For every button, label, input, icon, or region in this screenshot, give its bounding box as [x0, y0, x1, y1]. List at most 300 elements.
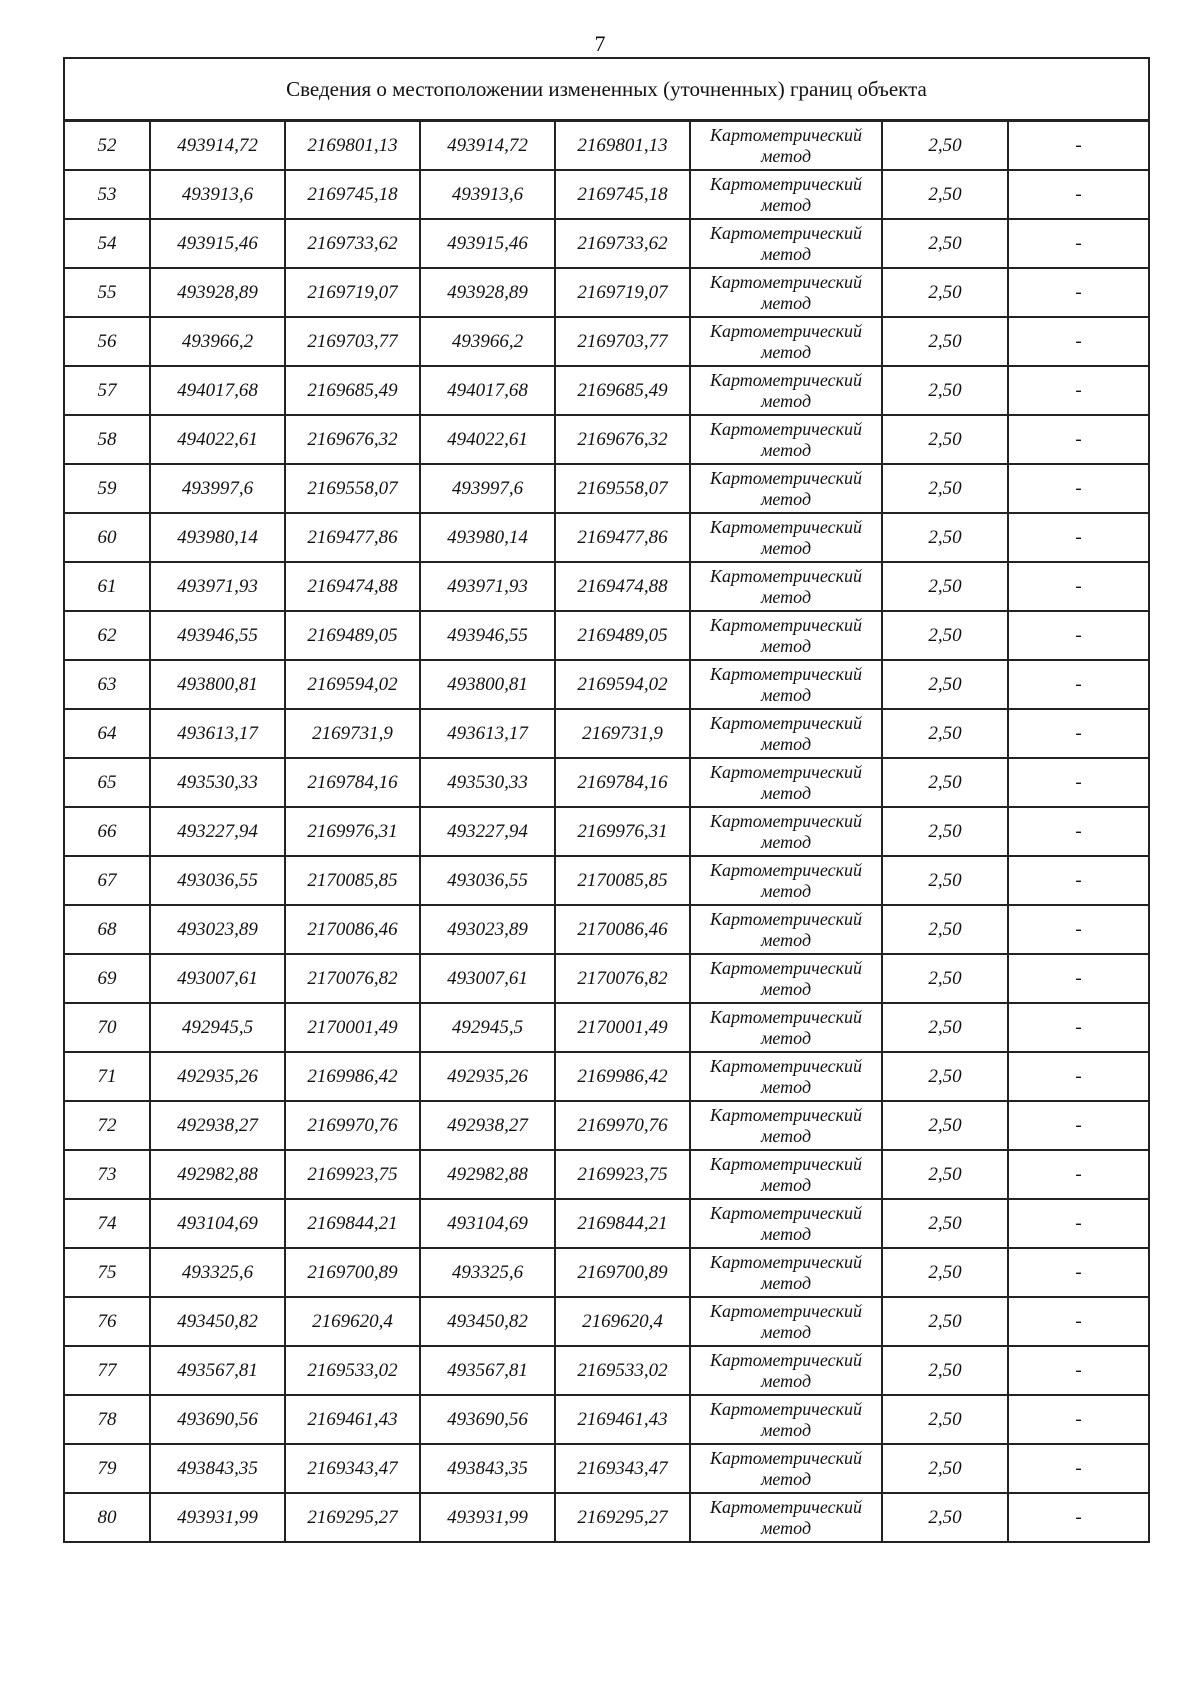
point-number-cell: 59 — [64, 464, 150, 513]
note-cell: - — [1008, 1248, 1149, 1297]
method-line-2: метод — [760, 831, 812, 852]
refined-x-cell: 493971,93 — [420, 562, 555, 611]
method-cell — [690, 709, 882, 758]
existing-y-cell: 2169594,02 — [285, 660, 420, 709]
existing-y-cell: 2170001,49 — [285, 1003, 420, 1052]
refined-x-cell: 493928,89 — [420, 268, 555, 317]
refined-x-cell: 493036,55 — [420, 856, 555, 905]
table-row — [64, 268, 1149, 317]
point-number-cell: 80 — [64, 1493, 150, 1542]
refined-y-cell: 2169784,16 — [555, 758, 690, 807]
refined-x-cell: 493966,2 — [420, 317, 555, 366]
existing-x-cell: 493966,2 — [150, 317, 285, 366]
method-line-1: Картометрический — [709, 614, 862, 635]
existing-x-cell: 493036,55 — [150, 856, 285, 905]
method-cell — [690, 1346, 882, 1395]
existing-x-cell: 493613,17 — [150, 709, 285, 758]
refined-x-cell: 493914,72 — [420, 121, 555, 171]
point-number-cell: 61 — [64, 562, 150, 611]
point-number-cell: 53 — [64, 170, 150, 219]
method-line-2: метод — [760, 243, 812, 264]
point-number-cell: 72 — [64, 1101, 150, 1150]
method-cell — [690, 1052, 882, 1101]
existing-y-cell: 2169685,49 — [285, 366, 420, 415]
accuracy-cell: 2,50 — [882, 513, 1008, 562]
refined-y-cell: 2169474,88 — [555, 562, 690, 611]
existing-x-cell: 494017,68 — [150, 366, 285, 415]
refined-y-cell: 2169703,77 — [555, 317, 690, 366]
point-number-cell: 60 — [64, 513, 150, 562]
table-row — [64, 1003, 1149, 1052]
existing-x-cell: 493928,89 — [150, 268, 285, 317]
refined-x-cell: 493007,61 — [420, 954, 555, 1003]
method-line-2: метод — [760, 1370, 812, 1391]
refined-y-cell: 2169489,05 — [555, 611, 690, 660]
existing-y-cell: 2169976,31 — [285, 807, 420, 856]
method-line-1: Картометрический — [709, 957, 862, 978]
point-number-cell: 69 — [64, 954, 150, 1003]
existing-y-cell: 2169801,13 — [285, 121, 420, 171]
method-line-2: метод — [760, 1321, 812, 1342]
accuracy-cell: 2,50 — [882, 1395, 1008, 1444]
refined-x-cell: 493997,6 — [420, 464, 555, 513]
method-line-1: Картометрический — [709, 1006, 862, 1027]
existing-y-cell: 2169533,02 — [285, 1346, 420, 1395]
refined-y-cell: 2169461,43 — [555, 1395, 690, 1444]
point-number-cell: 62 — [64, 611, 150, 660]
method-line-2: метод — [760, 978, 812, 999]
refined-x-cell: 493450,82 — [420, 1297, 555, 1346]
method-line-1: Картометрический — [709, 320, 862, 341]
table-row — [64, 1248, 1149, 1297]
accuracy-cell: 2,50 — [882, 415, 1008, 464]
point-number-cell: 63 — [64, 660, 150, 709]
page-number: 7 — [594, 31, 606, 56]
method-line-1: Картометрический — [709, 565, 862, 586]
method-line-2: метод — [760, 733, 812, 754]
existing-y-cell: 2169784,16 — [285, 758, 420, 807]
note-cell: - — [1008, 562, 1149, 611]
method-line-2: метод — [760, 1125, 812, 1146]
accuracy-cell: 2,50 — [882, 366, 1008, 415]
table-row — [64, 856, 1149, 905]
existing-x-cell: 493980,14 — [150, 513, 285, 562]
method-line-1: Картометрический — [709, 663, 862, 684]
method-line-2: метод — [760, 1517, 812, 1538]
table-row — [64, 464, 1149, 513]
method-cell — [690, 660, 882, 709]
refined-x-cell: 493227,94 — [420, 807, 555, 856]
refined-x-cell: 493800,81 — [420, 660, 555, 709]
existing-y-cell: 2169620,4 — [285, 1297, 420, 1346]
refined-y-cell: 2170076,82 — [555, 954, 690, 1003]
method-line-2: метод — [760, 390, 812, 411]
method-line-2: метод — [760, 782, 812, 803]
existing-y-cell: 2169844,21 — [285, 1199, 420, 1248]
existing-y-cell: 2169731,9 — [285, 709, 420, 758]
existing-x-cell: 493104,69 — [150, 1199, 285, 1248]
method-line-1: Картометрический — [709, 418, 862, 439]
existing-y-cell: 2169923,75 — [285, 1150, 420, 1199]
existing-y-cell: 2170085,85 — [285, 856, 420, 905]
existing-x-cell: 493914,72 — [150, 121, 285, 171]
note-cell: - — [1008, 464, 1149, 513]
existing-x-cell: 493530,33 — [150, 758, 285, 807]
point-number-cell: 54 — [64, 219, 150, 268]
method-line-2: метод — [760, 1223, 812, 1244]
existing-x-cell: 493971,93 — [150, 562, 285, 611]
note-cell: - — [1008, 807, 1149, 856]
method-cell — [690, 317, 882, 366]
accuracy-cell: 2,50 — [882, 1444, 1008, 1493]
note-cell: - — [1008, 611, 1149, 660]
method-line-2: метод — [760, 929, 812, 950]
table-row — [64, 1297, 1149, 1346]
existing-x-cell: 492945,5 — [150, 1003, 285, 1052]
method-cell — [690, 807, 882, 856]
point-number-cell: 55 — [64, 268, 150, 317]
refined-x-cell: 493023,89 — [420, 905, 555, 954]
point-number-cell: 71 — [64, 1052, 150, 1101]
note-cell: - — [1008, 415, 1149, 464]
note-cell: - — [1008, 856, 1149, 905]
method-line-1: Картометрический — [709, 1104, 862, 1125]
table-title-row — [64, 58, 1149, 121]
note-cell: - — [1008, 1052, 1149, 1101]
table-row — [64, 170, 1149, 219]
method-cell — [690, 562, 882, 611]
refined-y-cell: 2169976,31 — [555, 807, 690, 856]
method-line-1: Картометрический — [709, 1202, 862, 1223]
point-number-cell: 70 — [64, 1003, 150, 1052]
point-number-cell: 58 — [64, 415, 150, 464]
refined-x-cell: 493690,56 — [420, 1395, 555, 1444]
method-cell — [690, 1199, 882, 1248]
accuracy-cell: 2,50 — [882, 807, 1008, 856]
method-line-1: Картометрический — [709, 761, 862, 782]
note-cell: - — [1008, 1199, 1149, 1248]
refined-y-cell: 2169986,42 — [555, 1052, 690, 1101]
refined-y-cell: 2169343,47 — [555, 1444, 690, 1493]
existing-x-cell: 493915,46 — [150, 219, 285, 268]
point-number-cell: 68 — [64, 905, 150, 954]
method-cell — [690, 1003, 882, 1052]
existing-y-cell: 2170086,46 — [285, 905, 420, 954]
accuracy-cell: 2,50 — [882, 856, 1008, 905]
method-line-2: метод — [760, 635, 812, 656]
existing-x-cell: 493843,35 — [150, 1444, 285, 1493]
existing-x-cell: 493800,81 — [150, 660, 285, 709]
accuracy-cell: 2,50 — [882, 660, 1008, 709]
method-line-1: Картометрический — [709, 1251, 862, 1272]
table-row — [64, 1150, 1149, 1199]
accuracy-cell: 2,50 — [882, 170, 1008, 219]
refined-y-cell: 2169719,07 — [555, 268, 690, 317]
point-number-cell: 65 — [64, 758, 150, 807]
note-cell: - — [1008, 1297, 1149, 1346]
existing-x-cell: 493007,61 — [150, 954, 285, 1003]
method-line-2: метод — [760, 439, 812, 460]
method-line-1: Картометрический — [709, 712, 862, 733]
refined-y-cell: 2169733,62 — [555, 219, 690, 268]
existing-x-cell: 493023,89 — [150, 905, 285, 954]
existing-y-cell: 2169733,62 — [285, 219, 420, 268]
refined-y-cell: 2170086,46 — [555, 905, 690, 954]
method-cell — [690, 856, 882, 905]
existing-y-cell: 2169477,86 — [285, 513, 420, 562]
method-line-2: метод — [760, 1076, 812, 1097]
existing-x-cell: 493997,6 — [150, 464, 285, 513]
accuracy-cell: 2,50 — [882, 1150, 1008, 1199]
accuracy-cell: 2,50 — [882, 464, 1008, 513]
refined-x-cell: 492935,26 — [420, 1052, 555, 1101]
method-cell — [690, 366, 882, 415]
method-cell — [690, 1150, 882, 1199]
point-number-cell: 79 — [64, 1444, 150, 1493]
method-cell — [690, 1493, 882, 1542]
existing-y-cell: 2170076,82 — [285, 954, 420, 1003]
existing-x-cell: 494022,61 — [150, 415, 285, 464]
note-cell: - — [1008, 121, 1149, 171]
refined-x-cell: 493613,17 — [420, 709, 555, 758]
accuracy-cell: 2,50 — [882, 954, 1008, 1003]
method-cell — [690, 268, 882, 317]
note-cell: - — [1008, 1346, 1149, 1395]
refined-x-cell: 492982,88 — [420, 1150, 555, 1199]
existing-x-cell: 493690,56 — [150, 1395, 285, 1444]
method-line-1: Картометрический — [709, 173, 862, 194]
refined-x-cell: 494022,61 — [420, 415, 555, 464]
table-row — [64, 219, 1149, 268]
method-line-1: Картометрический — [709, 859, 862, 880]
note-cell: - — [1008, 905, 1149, 954]
refined-y-cell: 2169731,9 — [555, 709, 690, 758]
existing-x-cell: 493325,6 — [150, 1248, 285, 1297]
table-row — [64, 415, 1149, 464]
table-row — [64, 611, 1149, 660]
method-line-2: метод — [760, 1027, 812, 1048]
refined-y-cell: 2169700,89 — [555, 1248, 690, 1297]
method-line-2: метод — [760, 1468, 812, 1489]
note-cell: - — [1008, 170, 1149, 219]
table-row — [64, 121, 1149, 171]
point-number-cell: 52 — [64, 121, 150, 171]
refined-x-cell: 492945,5 — [420, 1003, 555, 1052]
existing-y-cell: 2169489,05 — [285, 611, 420, 660]
existing-y-cell: 2169676,32 — [285, 415, 420, 464]
boundary-coordinates-table — [63, 57, 1150, 1543]
accuracy-cell: 2,50 — [882, 758, 1008, 807]
accuracy-cell: 2,50 — [882, 1101, 1008, 1150]
note-cell: - — [1008, 660, 1149, 709]
note-cell: - — [1008, 954, 1149, 1003]
refined-y-cell: 2169970,76 — [555, 1101, 690, 1150]
method-line-1: Картометрический — [709, 516, 862, 537]
table-row — [64, 758, 1149, 807]
note-cell: - — [1008, 317, 1149, 366]
existing-x-cell: 493931,99 — [150, 1493, 285, 1542]
accuracy-cell: 2,50 — [882, 1346, 1008, 1395]
existing-y-cell: 2169461,43 — [285, 1395, 420, 1444]
refined-x-cell: 493325,6 — [420, 1248, 555, 1297]
method-cell — [690, 170, 882, 219]
refined-x-cell: 493980,14 — [420, 513, 555, 562]
method-line-2: метод — [760, 292, 812, 313]
accuracy-cell: 2,50 — [882, 121, 1008, 171]
existing-y-cell: 2169703,77 — [285, 317, 420, 366]
existing-y-cell: 2169295,27 — [285, 1493, 420, 1542]
method-line-1: Картометрический — [709, 1153, 862, 1174]
existing-x-cell: 492938,27 — [150, 1101, 285, 1150]
method-line-1: Картометрический — [709, 1300, 862, 1321]
refined-y-cell: 2169685,49 — [555, 366, 690, 415]
refined-x-cell: 494017,68 — [420, 366, 555, 415]
method-line-1: Картометрический — [709, 222, 862, 243]
existing-y-cell: 2169986,42 — [285, 1052, 420, 1101]
table-row — [64, 1199, 1149, 1248]
method-cell — [690, 415, 882, 464]
method-line-2: метод — [760, 1174, 812, 1195]
refined-y-cell: 2169594,02 — [555, 660, 690, 709]
refined-x-cell: 493567,81 — [420, 1346, 555, 1395]
method-line-1: Картометрический — [709, 1349, 862, 1370]
accuracy-cell: 2,50 — [882, 1297, 1008, 1346]
note-cell: - — [1008, 513, 1149, 562]
table-row — [64, 366, 1149, 415]
refined-x-cell: 493530,33 — [420, 758, 555, 807]
note-cell: - — [1008, 219, 1149, 268]
existing-y-cell: 2169970,76 — [285, 1101, 420, 1150]
method-line-1: Картометрический — [709, 1447, 862, 1468]
table-row — [64, 807, 1149, 856]
method-cell — [690, 464, 882, 513]
existing-x-cell: 493227,94 — [150, 807, 285, 856]
method-cell — [690, 1248, 882, 1297]
method-cell — [690, 513, 882, 562]
point-number-cell: 77 — [64, 1346, 150, 1395]
accuracy-cell: 2,50 — [882, 709, 1008, 758]
accuracy-cell: 2,50 — [882, 1248, 1008, 1297]
note-cell: - — [1008, 1493, 1149, 1542]
note-cell: - — [1008, 758, 1149, 807]
point-number-cell: 57 — [64, 366, 150, 415]
refined-x-cell: 493915,46 — [420, 219, 555, 268]
method-line-1: Картометрический — [709, 124, 862, 145]
method-line-2: метод — [760, 880, 812, 901]
method-line-1: Картометрический — [709, 1496, 862, 1517]
table-row — [64, 1052, 1149, 1101]
accuracy-cell: 2,50 — [882, 905, 1008, 954]
existing-x-cell: 492935,26 — [150, 1052, 285, 1101]
existing-x-cell: 493946,55 — [150, 611, 285, 660]
refined-x-cell: 493931,99 — [420, 1493, 555, 1542]
method-line-1: Картометрический — [709, 908, 862, 929]
table-row — [64, 709, 1149, 758]
point-number-cell: 73 — [64, 1150, 150, 1199]
table-title: Сведения о местоположении измененных (уточненных) границ объекта — [64, 58, 1149, 121]
refined-y-cell: 2169844,21 — [555, 1199, 690, 1248]
table-row — [64, 954, 1149, 1003]
method-cell — [690, 219, 882, 268]
note-cell: - — [1008, 1101, 1149, 1150]
method-cell — [690, 1297, 882, 1346]
point-number-cell: 74 — [64, 1199, 150, 1248]
method-line-2: метод — [760, 537, 812, 558]
table-row — [64, 1395, 1149, 1444]
refined-y-cell: 2170085,85 — [555, 856, 690, 905]
table-row — [64, 905, 1149, 954]
method-cell — [690, 1444, 882, 1493]
method-line-1: Картометрический — [709, 810, 862, 831]
table-row — [64, 1346, 1149, 1395]
refined-y-cell: 2169923,75 — [555, 1150, 690, 1199]
point-number-cell: 64 — [64, 709, 150, 758]
method-cell — [690, 905, 882, 954]
accuracy-cell: 2,50 — [882, 1003, 1008, 1052]
note-cell: - — [1008, 1444, 1149, 1493]
method-line-2: метод — [760, 341, 812, 362]
refined-y-cell: 2169533,02 — [555, 1346, 690, 1395]
table-row — [64, 1493, 1149, 1542]
accuracy-cell: 2,50 — [882, 1052, 1008, 1101]
method-cell — [690, 954, 882, 1003]
existing-x-cell: 493913,6 — [150, 170, 285, 219]
method-line-1: Картометрический — [709, 1398, 862, 1419]
point-number-cell: 56 — [64, 317, 150, 366]
point-number-cell: 76 — [64, 1297, 150, 1346]
method-line-2: метод — [760, 586, 812, 607]
refined-y-cell: 2169558,07 — [555, 464, 690, 513]
refined-y-cell: 2169676,32 — [555, 415, 690, 464]
existing-y-cell: 2169700,89 — [285, 1248, 420, 1297]
method-line-1: Картометрический — [709, 467, 862, 488]
method-line-2: метод — [760, 488, 812, 509]
note-cell: - — [1008, 268, 1149, 317]
table-row — [64, 562, 1149, 611]
method-line-2: метод — [760, 1272, 812, 1293]
method-line-2: метод — [760, 1419, 812, 1440]
method-cell — [690, 1395, 882, 1444]
note-cell: - — [1008, 709, 1149, 758]
accuracy-cell: 2,50 — [882, 317, 1008, 366]
refined-y-cell: 2169745,18 — [555, 170, 690, 219]
note-cell: - — [1008, 1150, 1149, 1199]
accuracy-cell: 2,50 — [882, 268, 1008, 317]
method-line-2: метод — [760, 684, 812, 705]
refined-x-cell: 493843,35 — [420, 1444, 555, 1493]
table-row — [64, 317, 1149, 366]
note-cell: - — [1008, 366, 1149, 415]
refined-y-cell: 2169801,13 — [555, 121, 690, 171]
table-row — [64, 1444, 1149, 1493]
note-cell: - — [1008, 1395, 1149, 1444]
table-row — [64, 1101, 1149, 1150]
point-number-cell: 78 — [64, 1395, 150, 1444]
method-cell — [690, 1101, 882, 1150]
refined-y-cell: 2169295,27 — [555, 1493, 690, 1542]
accuracy-cell: 2,50 — [882, 1199, 1008, 1248]
existing-y-cell: 2169745,18 — [285, 170, 420, 219]
refined-x-cell: 492938,27 — [420, 1101, 555, 1150]
accuracy-cell: 2,50 — [882, 219, 1008, 268]
method-cell — [690, 121, 882, 171]
refined-y-cell: 2169620,4 — [555, 1297, 690, 1346]
point-number-cell: 67 — [64, 856, 150, 905]
point-number-cell: 75 — [64, 1248, 150, 1297]
refined-y-cell: 2169477,86 — [555, 513, 690, 562]
existing-y-cell: 2169558,07 — [285, 464, 420, 513]
method-line-1: Картометрический — [709, 369, 862, 390]
